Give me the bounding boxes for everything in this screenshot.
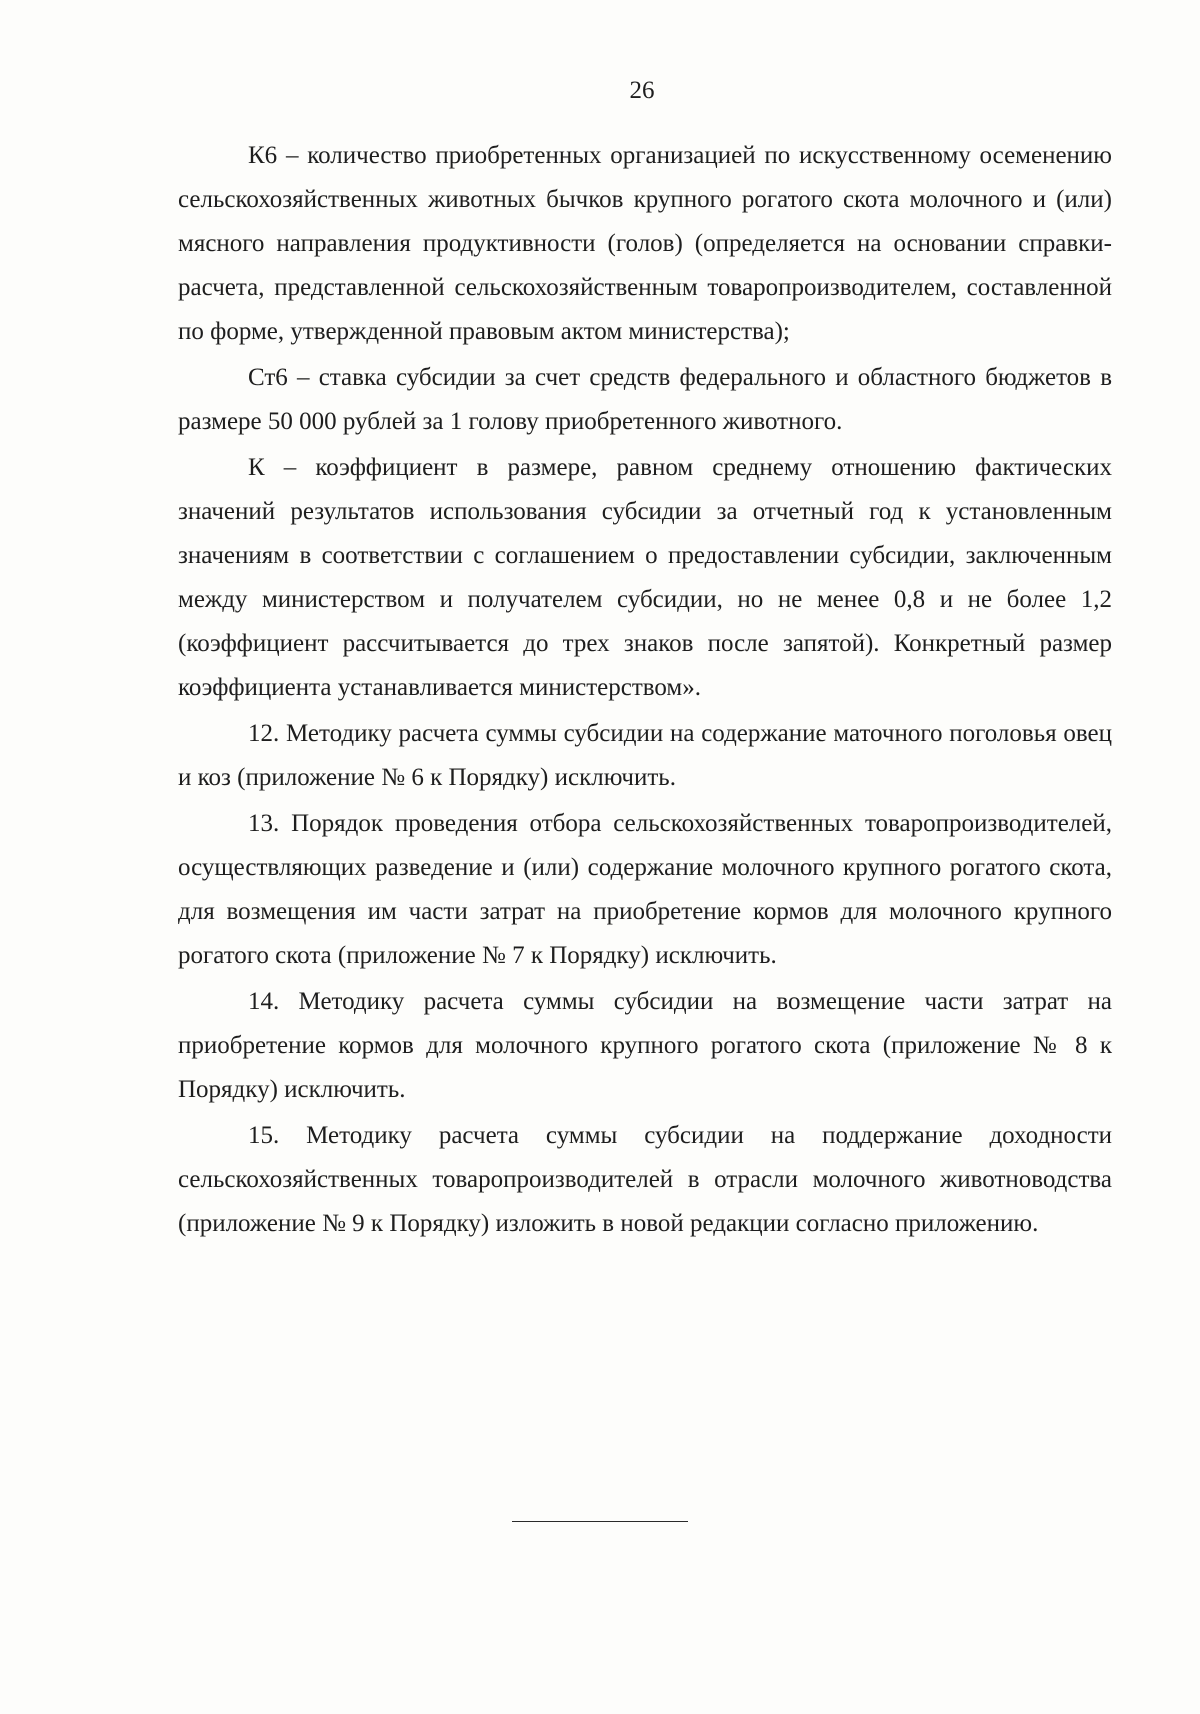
paragraph-item-15: 15. Методику расчета суммы субсидии на поддержание доходности сельскохозяйственных товаропроизводителей в отрасли молочного животноводства (приложение № 9 к Порядку) изложить в новой редакции согласно приложению. — [178, 1122, 1112, 1237]
paragraph-st6-definition: Ст6 – ставка субсидии за счет средств федерального и областного бюджетов в размере 50 000 рублей за 1 голову приобретенного животного. — [178, 364, 1112, 435]
paragraph-k-coefficient-definition: К – коэффициент в размере, равном среднему отношению фактических значений результатов использования субсидии за отчетный год к установленным значениям в соответствии с соглашением о предоставлении субсидии, заключенным между министерством и получателем субсидии, но не менее 0,8 и не более 1,2 (коэффициент рассчитывается до трех знаков после запятой). Конкретный размер коэффициента устанавливается министерством». — [178, 454, 1112, 701]
document-body — [178, 134, 1112, 1248]
paragraph-k6-definition: К6 – количество приобретенных организацией по искусственному осеменению сельскохозяйственных животных бычков крупного рогатого скота молочного и (или) мясного направления продуктивности (голов) (определяется на основании справки-расчета, представленной сельскохозяйственным товаропроизводителем, составленной по форме, утвержденной правовым актом министерства); — [178, 142, 1112, 345]
paragraph-item-13: 13. Порядок проведения отбора сельскохозяйственных товаропроизводителей, осуществляющих разведение и (или) содержание молочного крупного рогатого скота, для возмещения им части затрат на приобретение кормов для молочного крупного рогатого скота (приложение № 7 к Порядку) исключить. — [178, 810, 1112, 969]
closing-divider — [512, 1521, 688, 1522]
paragraph-item-14: 14. Методику расчета суммы субсидии на возмещение части затрат на приобретение кормов для молочного крупного рогатого скота (приложение № 8 к Порядку) исключить. — [178, 988, 1112, 1103]
page-number: 26 — [629, 77, 655, 104]
paragraph-item-12: 12. Методику расчета суммы субсидии на содержание маточного поголовья овец и коз (приложение № 6 к Порядку) исключить. — [178, 720, 1112, 791]
